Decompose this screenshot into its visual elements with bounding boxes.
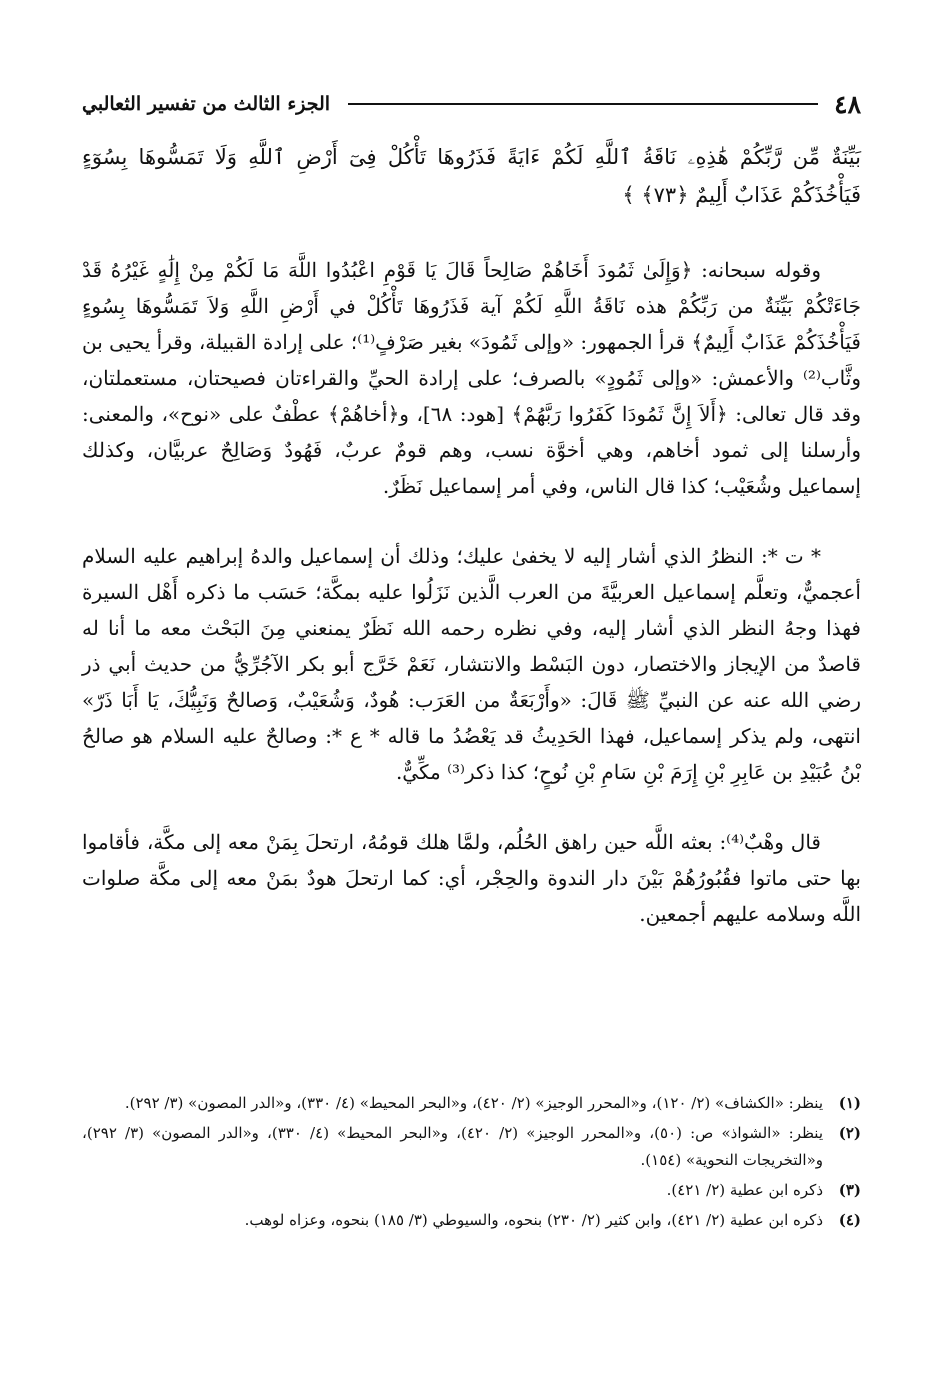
footnote-number: (٤) <box>838 1211 861 1229</box>
footnote-2 <box>82 1120 861 1174</box>
footnote-text: ذكره ابن عطية (٢/ ٤٢١)، وابن كثير (٢/ ٢٣٠) بنحوه، والسيوطي (٣/ ١٨٥) بنحوه، وعزاه لوهب. <box>244 1211 823 1229</box>
footnote-1 <box>82 1090 861 1117</box>
footnote-text: ينظر: «الشواذ» ص: (٥٠)، و«المحرر الوجيز» (٢/ ٤٢٠)، و«البحر المحيط» (٤/ ٣٣٠)، و«الدر المصون» (٣/ ٢٩٢)، و«التخريجات النحوية» (١٥٤). <box>82 1124 824 1169</box>
footnote-text: ينظر: «الكشاف» (٢/ ١٢٠)، و«المحرر الوجيز» (٢/ ٤٢٠)، و«البحر المحيط» (٤/ ٣٣٠)، و«الدر المصون» (٣/ ٢٩٢). <box>124 1094 823 1112</box>
paragraph-3: قال وهْبٌ⁽⁴⁾: بعثه اللَّه حين راهق الحُلُم، ولمَّا هلك قومُهُ، ارتحلَ بِمَنْ معه إلى مكَّة، فأقاموا بها حتى ماتوا فقُبُورُهُمْ بَيْنَ دار الندوة والحِجْر، أي: كما ارتحلَ هودٌ بمَنْ معه إلى مكَّة صلوات اللَّه وسلامه عليهم أجمعين. <box>82 830 861 926</box>
paragraph-1: وقوله سبحانه: ﴿وَإِلَىٰ ثَمُودَ أَخَاهُمْ صَالِحاً قَالَ يَا قَوْمِ اعْبُدُوا اللَّهَ مَا لَكُمْ مِنْ إِلَٰهٍ غَيْرُهُ قَدْ جَاءَتْكُمْ بَيِّنَةٌ من رَبِّكُمْ هذه نَاقَةُ اللَّهِ لَكُمْ آية فَذَرُوهَا تَأْكُلْ في أَرْضِ اللَّهِ وَلاَ تَمَسُّوهَا بِسُوءٍ فَيَأْخُذَكُمْ عَذَابٌ أَلِيمٌ﴾ قرأ الجمهور: «وإلى ثَمُودَ» بغير صَرْفٍ⁽¹⁾؛ على إرادة القبيلة، وقرأ يحيى بن وثَّاب⁽²⁾ والأعمش: «وإلى ثَمُودٍ» بالصرف؛ على إرادة الحيِّ والقراءتان فصيحتان، مستعملتان، وقد قال تعالى: ﴿أَلاَ إِنَّ ثَمُودَا كَفَرُوا رَبَّهُمْ﴾ [هود: ٦٨]، و﴿أخاهُمْ﴾ عطْفٌ على «نوح»، والمعنى: وأرسلنا إلى ثمود أخاهم، وهي أخوَّة نسب، وهم قومٌ عربٌ، فَهُودٌ وَصَالِحٌ عربيَّان، وكذلك إسماعيل وشُعَيْب؛ كذا قال الناس، وفي أمر إسماعيل نَظَرٌ. <box>81 258 861 498</box>
footnote-4 <box>82 1207 861 1234</box>
verse-continuation: بَيِّنَةٌ مِّن رَّبِّكُمْ هَٰذِهِۦ نَاقَةُ ٱللَّهِ لَكُمْ ءَايَةً فَذَرُوهَا تَأْكُلْ فِىٓ أَرْضِ ٱللَّهِ وَلَا تَمَسُّوهَا بِسُوٓءٍ فَيَأْخُذَكُمْ عَذَابٌ أَلِيمٌ ﴿٧٣﴾ ﴾ <box>82 145 861 207</box>
footnote-3 <box>82 1177 861 1204</box>
footnote-number: (٢) <box>838 1124 861 1142</box>
paragraph-2: * ت *: النظرُ الذي أشار إليه لا يخفىٰ عليك؛ وذلك أن إسماعيل والدهُ إبراهيم عليه السلام أعجميٌّ، وتعلَّم إسماعيل العربيَّةَ من العرب الَّذين نَزَلُوا عليه بمكَّة؛ حَسَب ما ذكره أَهْل السيرة فهذا وجهُ النظر الذي أشار إليه، وفي نظره رحمه الله نَظَرٌ يمنعني مِنَ البَحْث معه ما أنا له قاصدٌ من الإيجاز والاختصار، دون البَسْط والانتشار، نَعَمْ خَرَّج أبو بكر الآجُرِّيُّ من حديث أبي ذر رضي الله عنه عن النبيِّ ﷺ قَالَ: «وأَرْبَعَةٌ من العَرَب: هُودٌ، وَشُعَيْبٌ، وَصالحٌ وَنَبِيُّكَ، يَا أَبَا ذَرّ» انتهى، ولم يذكر إسماعيل، فهذا الحَدِيثُ قد يَعْضُدُ ما قاله * ع *: وصالحٌ عليه السلام هو صالحُ بْنُ عُبَيْدِ بن عَابِرِ بْنِ إِرَمَ بْنِ سَامِ بْنِ نُوحٍ؛ كذا ذكر⁽³⁾ مكِّيٌّ. <box>82 544 861 784</box>
running-title: الجزء الثالث من تفسير الثعالبي <box>82 93 331 115</box>
footnote-number: (٣) <box>838 1181 861 1199</box>
footnotes <box>82 1090 861 1237</box>
footnote-text: ذكره ابن عطية (٢/ ٤٢١). <box>666 1181 823 1199</box>
footnote-number: (١) <box>838 1094 861 1112</box>
header-rule <box>348 103 818 105</box>
page-number: ٤٨ <box>834 89 861 119</box>
main-text <box>82 138 861 932</box>
page-header <box>82 84 861 124</box>
